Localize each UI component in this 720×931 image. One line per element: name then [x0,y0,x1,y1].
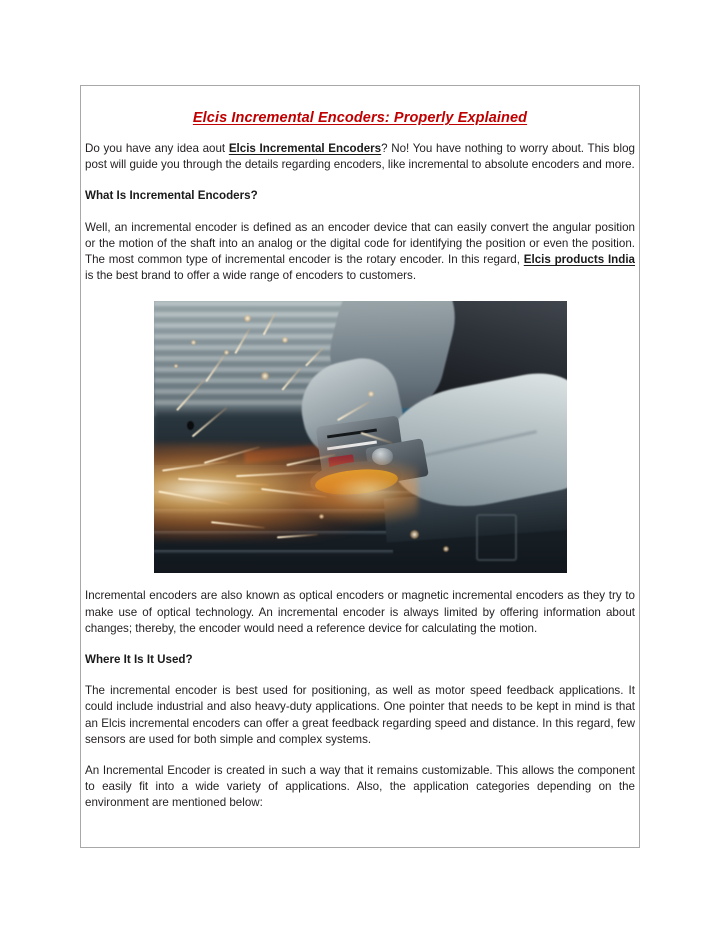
page-title-text: Elcis Incremental Encoders: Properly Explained [192,110,528,126]
section-heading-what-is: What Is Incremental Encoders? [85,189,258,203]
definition-text-before-link: Well, an incremental encoder is defined as an encoder device that can easily convert the angular position or the motion of the shaft into an analog or the digital code for identifying the position or even the position. The most common type of incremental encoder is the rotary encoder. In this regard, [85,220,635,267]
photo-metal-bar [154,550,394,554]
photo-spark-dot [443,546,449,552]
photo-spark-dot [319,514,324,519]
optical-encoders-paragraph: Incremental encoders are also known as optical encoders or magnetic incremental encoders as they try to make use of optical technology. An incremental encoder is always limited by offering information about changes; thereby, the encoder would need a reference device for calculating the motion. [85,589,635,635]
photo-spark-dot [282,337,288,343]
intro-text-after-link: ? No! You have nothing to worry about. This blog post will guide you through the details regarding encoders, like incremental to absolute encoders and more. [85,142,635,172]
figure-container [85,284,635,573]
page-title [85,86,635,126]
photo-spark-dot [410,530,419,539]
definition-paragraph [85,205,635,285]
photo-glove-marking [476,514,517,562]
grinder-sparks-photo [154,301,567,573]
section-heading-where-used: Where It Is It Used? [85,653,193,667]
elcis-incremental-encoders-link[interactable]: Elcis Incremental Encoders [228,142,382,155]
applications-paragraph: The incremental encoder is best used for positioning, as well as motor speed feedback applications. It could include industrial and also heavy-duty applications. One pointer that needs to be kept in mind is that an Elcis incremental encoders can offer a great feedback regarding speed and distance. In this regard, few sensors are used for both simple and complex systems. [85,684,635,746]
definition-text-after-link: is the best brand to offer a wide range of encoders to customers. [85,269,417,283]
customizable-paragraph: An Incremental Encoder is created in such a way that it remains customizable. This allows the component to easily fit into a wide variety of applications. Also, the application categories depending on the environment are mentioned below: [85,764,635,810]
photo-spark-glow [294,459,418,524]
photo-jacket-button [187,421,194,430]
photo-spark-dot [261,372,269,380]
elcis-products-india-link[interactable]: Elcis products India [523,253,636,267]
document-page [80,85,640,848]
photo-spark-dot [191,340,196,345]
page-content [81,86,639,812]
intro-text-before-link: Do you have any idea aout [85,142,229,155]
intro-paragraph [85,126,635,173]
